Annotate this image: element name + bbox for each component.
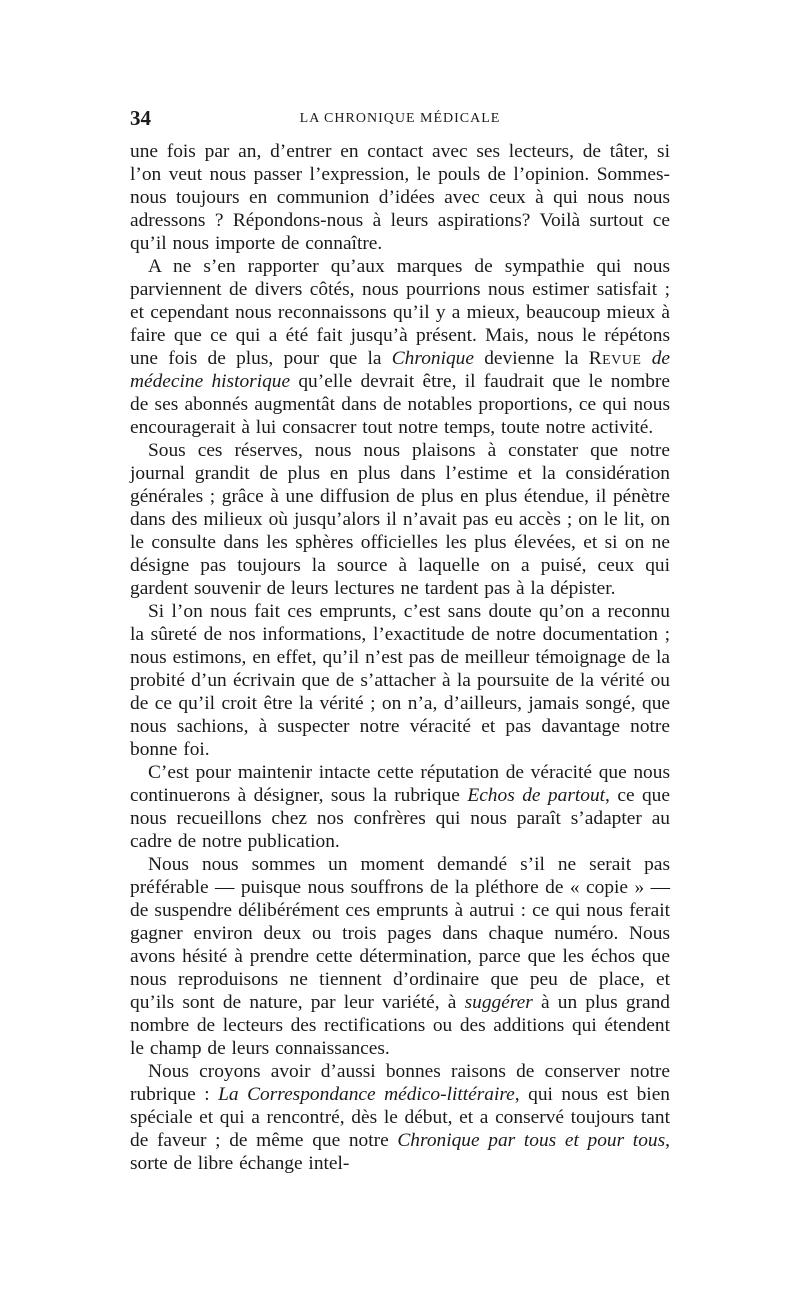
paragraph (130, 761, 670, 853)
page-number: 34 (130, 106, 151, 130)
text-run: à un plus grand nombre de lecteurs des rectifications ou des additions qui étendent le champ de leurs connaissances. (130, 992, 670, 1059)
small-caps-text: Revue (588, 348, 642, 369)
paragraph (130, 600, 670, 761)
page-header (130, 106, 670, 132)
paragraph (130, 140, 670, 255)
paragraph (130, 439, 670, 600)
text-run: Si l’on nous fait ces emprunts, c’est sans doute qu’on a reconnu la sûreté de nos informations, l’exactitude de notre documentation ; nous estimons, en effet, qu’il n’est pas de meilleur témoignage de la probité d’un écrivain que de s’attacher à la poursuite de la vérité ou de ce qu’il croit être la vérité ; on n’a, d’ailleurs, jamais songé, que nous sachions, à suspecter notre véracité et pas davantage notre bonne foi. (130, 601, 670, 760)
italic-text: de médecine historique (130, 348, 671, 392)
text-run: , ce que nous recueillons chez nos confrères qui nous paraît s’adapter au cadre de notre publication. (130, 785, 670, 852)
paragraph (130, 255, 670, 439)
text-run: , sorte de libre échange intel- (130, 1130, 670, 1174)
italic-text: Chronique (391, 348, 474, 369)
text-run: une fois par an, d’entrer en contact avec ses lecteurs, de tâter, si l’on veut nous passer l’expression, le pouls de l’opinion. Sommes-nous toujours en communion d’idées avec ceux à qui nous nous adressons ? Répondons-nous à leurs aspirations? Voilà surtout ce qu’il nous importe de connaître. (130, 141, 670, 254)
paragraph (130, 1060, 670, 1175)
text-run: Nous nous sommes un moment demandé s’il ne serait pas préférable — puisque nous souffrons de la pléthore de « copie » — de suspendre délibérément ces emprunts à autrui : ce qui nous ferait gagner environ deux ou trois pages dans chaque numéro. Nous avons hésité à prendre cette détermination, parce que les échos que nous reproduisons ne tiennent d’ordinaire que peu de place, et qu’ils sont de nature, par leur variété, à (130, 854, 670, 1013)
text-run: A ne s’en rapporter qu’aux marques de sympathie qui nous parviennent de divers côtés, nous pourrions nous estimer satisfait ; et cependant nous reconnaissons qu’il y a mieux, beaucoup mieux à faire que ce qui a été fait jusqu’à présent. Mais, nous le répétons une fois de plus, pour que la (130, 256, 670, 369)
text-run: Nous croyons avoir d’aussi bonnes raisons de conserver notre rubrique : (130, 1061, 670, 1105)
text-run: qu’elle devrait être, il faudrait que le nombre de ses abonnés augmentât dans de notables proportions, ce qui nous encouragerait à lui consacrer tout notre temps, toute notre activité. (130, 371, 670, 438)
text-run: Sous ces réserves, nous nous plaisons à constater que notre journal grandit de plus en plus dans l’estime et la considération générales ; grâce à une diffusion de plus en plus étendue, il pénètre dans des milieux où jusqu’alors il n’avait pas eu accès ; on le lit, on le consulte dans les sphères officielles les plus élevées, et si on ne désigne pas toujours la source à laquelle on a puisé, ceux qui gardent souvenir de leurs lectures ne tardent pas à la dépister. (130, 440, 670, 599)
italic-text: Chronique par tous et pour tous (397, 1130, 666, 1151)
italic-text: suggérer (464, 992, 533, 1013)
italic-text: Echos de partout (467, 785, 606, 806)
running-title: LA CHRONIQUE MÉDICALE (299, 111, 501, 126)
paragraph (130, 853, 670, 1060)
text-run: devienne la (473, 348, 589, 369)
text-run: C’est pour maintenir intacte cette réputation de véracité que nous continuerons à désigner, sous la rubrique (130, 762, 670, 806)
body-text (130, 140, 670, 1175)
text-run: , qui nous est bien spéciale et qui a rencontré, dès le début, et a conservé toujours tant de faveur ; de même que notre (130, 1084, 670, 1151)
text-run (641, 348, 651, 369)
italic-text: La Correspondance médico-littéraire (218, 1084, 515, 1105)
